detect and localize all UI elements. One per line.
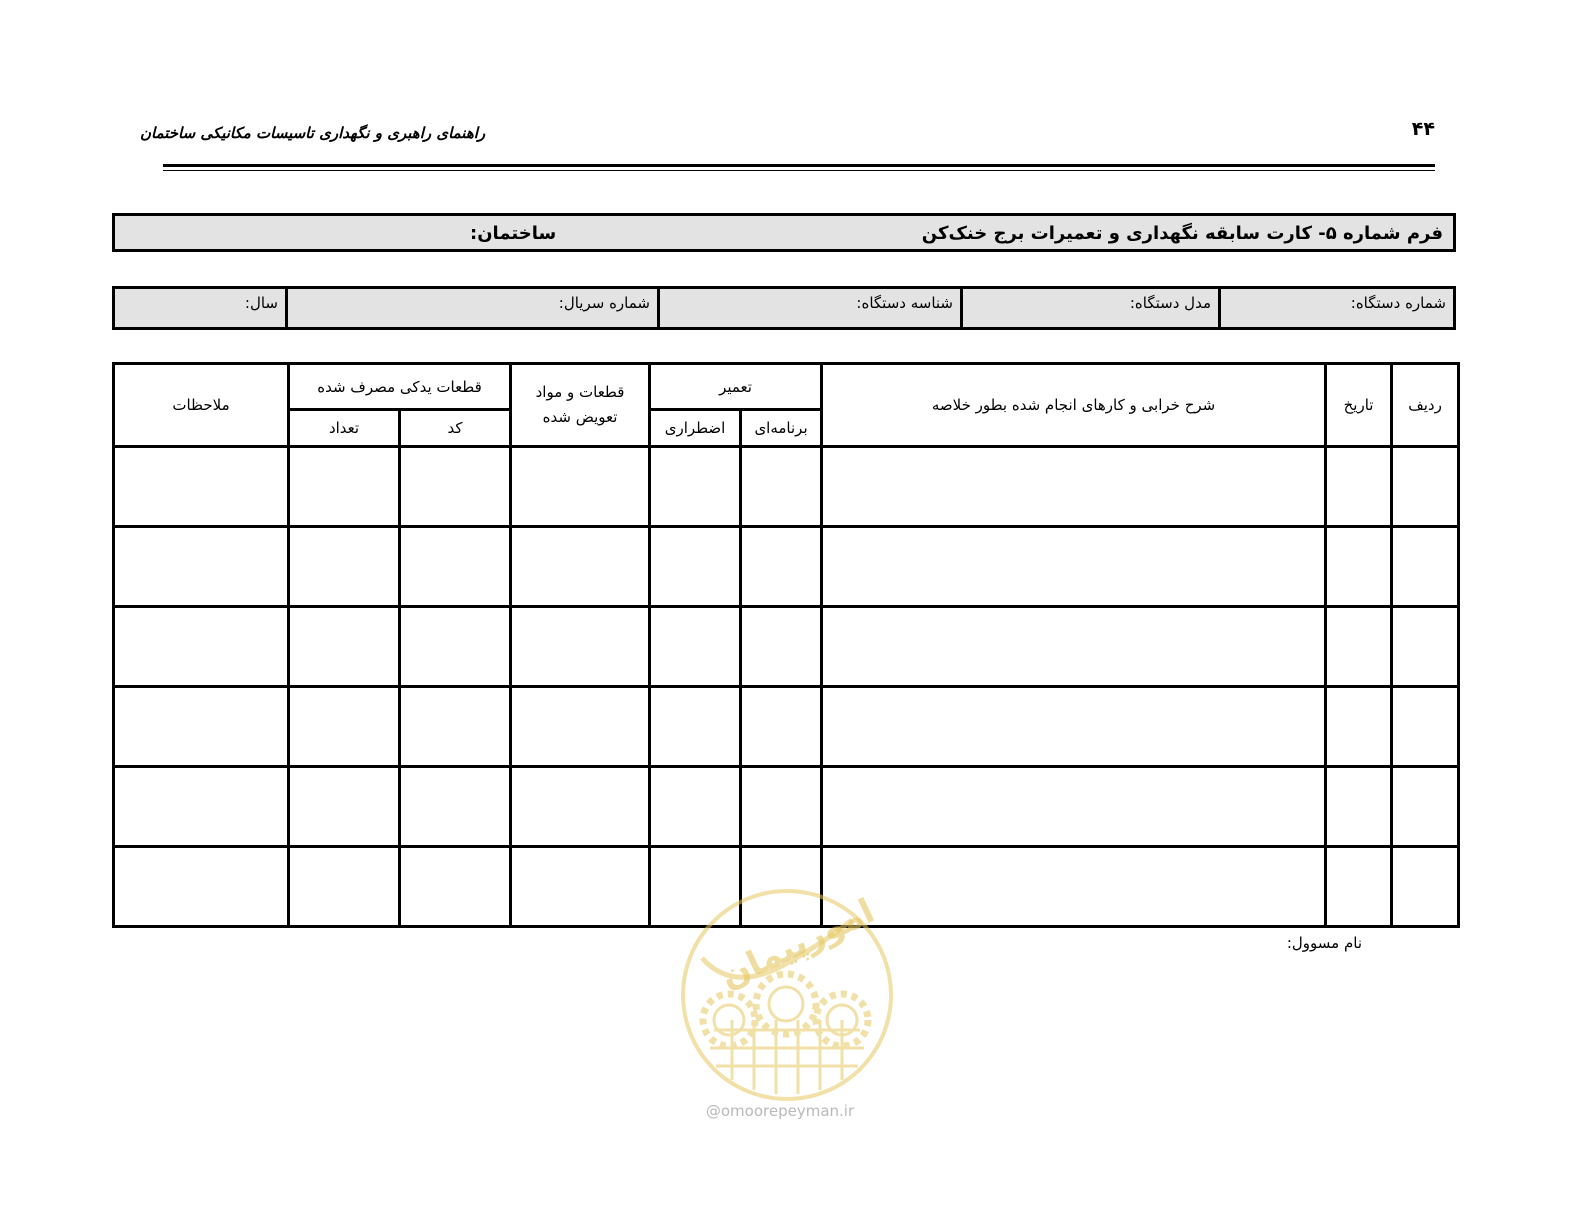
form-title: فرم شماره ۵- کارت سابقه نگهداری و تعمیرات برج خنک‌کن [921, 223, 1443, 244]
cell-spare-quantity [289, 527, 400, 607]
cell-repair-emergency [650, 447, 741, 527]
cell-repair-scheduled [741, 767, 822, 847]
cell-repair-emergency [650, 687, 741, 767]
header-date: تاریخ [1326, 364, 1392, 447]
cell-replaced-parts [511, 607, 650, 687]
header-spare-quantity: تعداد [289, 410, 400, 447]
header-notes: ملاحظات [114, 364, 289, 447]
cell-repair-scheduled [741, 527, 822, 607]
header-spare-parts: قطعات یدکی مصرف شده [289, 364, 511, 410]
cell-row-number [1392, 847, 1459, 927]
cell-description [822, 447, 1326, 527]
year-field: سال: [244, 294, 278, 312]
header-replaced-parts-line1: قطعات و مواد [535, 383, 625, 401]
cell-date [1326, 607, 1392, 687]
cell-date [1326, 847, 1392, 927]
responsible-name-label: نام مسوول: [1286, 934, 1362, 952]
cell-row-number [1392, 607, 1459, 687]
table-row [114, 607, 1459, 687]
serial-number-field: شماره سریال: [285, 289, 657, 327]
cell-notes [114, 767, 289, 847]
maintenance-record-table [112, 362, 1460, 928]
cell-row-number [1392, 527, 1459, 607]
cell-replaced-parts [511, 687, 650, 767]
header-repair: تعمیر [650, 364, 822, 410]
cell-description [822, 687, 1326, 767]
cell-spare-quantity [289, 607, 400, 687]
cell-repair-scheduled [741, 447, 822, 527]
page-number: ۴۴ [1411, 118, 1435, 140]
device-number-field: شماره دستگاه: [1218, 289, 1453, 327]
header-replaced-parts [511, 364, 650, 447]
table-row [114, 527, 1459, 607]
cell-spare-quantity [289, 847, 400, 927]
cell-date [1326, 447, 1392, 527]
cell-notes [114, 447, 289, 527]
cell-notes [114, 687, 289, 767]
header-rule-thin [163, 170, 1435, 171]
cell-description [822, 607, 1326, 687]
cell-repair-scheduled [741, 607, 822, 687]
header-repair-scheduled: برنامه‌ای [741, 410, 822, 447]
device-info-strip [112, 286, 1456, 330]
building-field-label: ساختمان: [470, 223, 557, 244]
book-title: راهنمای راهبری و نگهداری تاسیسات مکانیکی ساختمان [140, 124, 486, 142]
cell-row-number [1392, 767, 1459, 847]
cell-date [1326, 687, 1392, 767]
device-model-field: مدل دستگاه: [960, 289, 1218, 327]
header-spare-code: کد [400, 410, 511, 447]
cell-row-number [1392, 447, 1459, 527]
cell-description [822, 767, 1326, 847]
cell-spare-code [400, 527, 511, 607]
cell-repair-scheduled [741, 687, 822, 767]
cell-replaced-parts [511, 447, 650, 527]
watermark-logo-text: امورپیمان [714, 891, 881, 997]
table-row [114, 687, 1459, 767]
cell-spare-code [400, 687, 511, 767]
table-row [114, 447, 1459, 527]
watermark-logo [672, 880, 902, 1110]
header-rule [163, 164, 1435, 167]
cell-spare-quantity [289, 687, 400, 767]
header-replaced-parts-line2: تعویض شده [542, 408, 618, 426]
cell-date [1326, 527, 1392, 607]
cell-row-number [1392, 687, 1459, 767]
cell-notes [114, 847, 289, 927]
cell-notes [114, 527, 289, 607]
header-row-number: ردیف [1392, 364, 1459, 447]
cell-spare-quantity [289, 447, 400, 527]
cell-spare-quantity [289, 767, 400, 847]
cell-spare-code [400, 607, 511, 687]
watermark-url: @omoorepeyman.ir [705, 1102, 855, 1120]
cell-repair-emergency [650, 607, 741, 687]
record-rows [114, 447, 1459, 927]
cell-spare-code [400, 447, 511, 527]
cell-replaced-parts [511, 847, 650, 927]
cell-repair-emergency [650, 767, 741, 847]
form-title-bar [112, 213, 1456, 252]
header-repair-emergency: اضطراری [650, 410, 741, 447]
cell-spare-code [400, 767, 511, 847]
cell-description [822, 527, 1326, 607]
table-row [114, 767, 1459, 847]
header-description: شرح خرابی و کارهای انجام شده بطور خلاصه [822, 364, 1326, 447]
cell-replaced-parts [511, 527, 650, 607]
cell-replaced-parts [511, 767, 650, 847]
cell-repair-emergency [650, 527, 741, 607]
device-id-field: شناسه دستگاه: [657, 289, 960, 327]
cell-date [1326, 767, 1392, 847]
cell-notes [114, 607, 289, 687]
cell-spare-code [400, 847, 511, 927]
